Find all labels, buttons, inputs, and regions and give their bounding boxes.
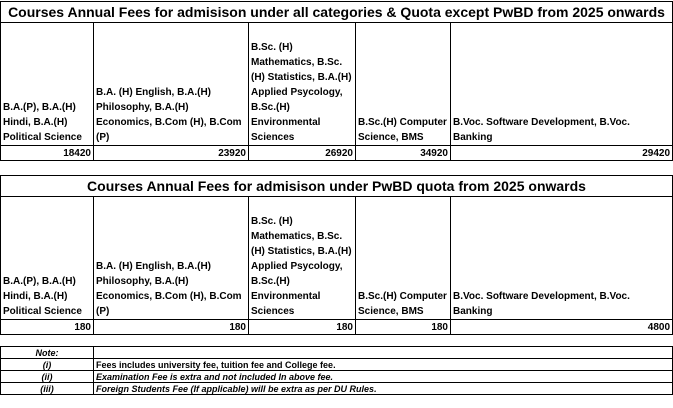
fee-cell: 180	[249, 320, 356, 335]
course-group-cell: B.Voc. Software Development, B.Voc. Banking	[451, 197, 673, 320]
fee-cell: 26920	[249, 146, 356, 161]
table-divider	[0, 160, 672, 173]
fee-cell: 180	[94, 320, 249, 335]
course-group-cell: B.Sc.(H) Computer Science, BMS	[356, 197, 451, 320]
notes-heading: Note:	[1, 347, 94, 359]
fee-cell: 23920	[94, 146, 249, 161]
course-group-cell: B.A. (H) English, B.A.(H) Philosophy, B.A.(H) Economics, B.Com (H), B.Com (P)	[94, 197, 249, 320]
note-text: Foreign Students Fee (If applicable) will be extra as per DU Rules.	[94, 383, 673, 395]
note-text: Fees includes university fee, tuition fee and College fee.	[94, 359, 673, 371]
note-index: (ii)	[1, 371, 94, 383]
general-fee-table-title: Courses Annual Fees for admisison under all categories & Quota except PwBD from 2025 onwards	[1, 2, 673, 23]
pwbd-fee-table-title: Courses Annual Fees for admisison under PwBD quota from 2025 onwards	[1, 176, 673, 197]
fee-cell: 180	[356, 320, 451, 335]
course-group-cell: B.A. (H) English, B.A.(H) Philosophy, B.A.(H) Economics, B.Com (H), B.Com (P)	[94, 23, 249, 146]
fee-cell: 29420	[451, 146, 673, 161]
course-group-cell: B.Sc. (H) Mathematics, B.Sc.(H) Statistics, B.A.(H) Applied Psycology, B.Sc.(H) Environmental Sciences	[249, 197, 356, 320]
course-group-cell: B.Sc.(H) Computer Science, BMS	[356, 23, 451, 146]
fee-cell: 180	[1, 320, 94, 335]
note-text: Examination Fee is extra and not included In above fee.	[94, 371, 673, 383]
fee-cell: 34920	[356, 146, 451, 161]
course-group-cell: B.A.(P), B.A.(H) Hindi, B.A.(H) Political Science	[1, 23, 94, 146]
notes-empty-cell	[94, 347, 673, 359]
note-index: (i)	[1, 359, 94, 371]
fee-cell: 18420	[1, 146, 94, 161]
note-index: (iii)	[1, 383, 94, 395]
notes-table	[0, 346, 673, 395]
course-group-cell: B.Sc. (H) Mathematics, B.Sc.(H) Statistics, B.A.(H) Applied Psycology, B.Sc.(H) Environmental Sciences	[249, 23, 356, 146]
course-group-cell: B.A.(P), B.A.(H) Hindi, B.A.(H) Political Science	[1, 197, 94, 320]
fee-cell: 4800	[451, 320, 673, 335]
general-fee-table	[0, 1, 673, 161]
course-group-cell: B.Voc. Software Development, B.Voc. Banking	[451, 23, 673, 146]
pwbd-fee-table	[0, 175, 673, 335]
